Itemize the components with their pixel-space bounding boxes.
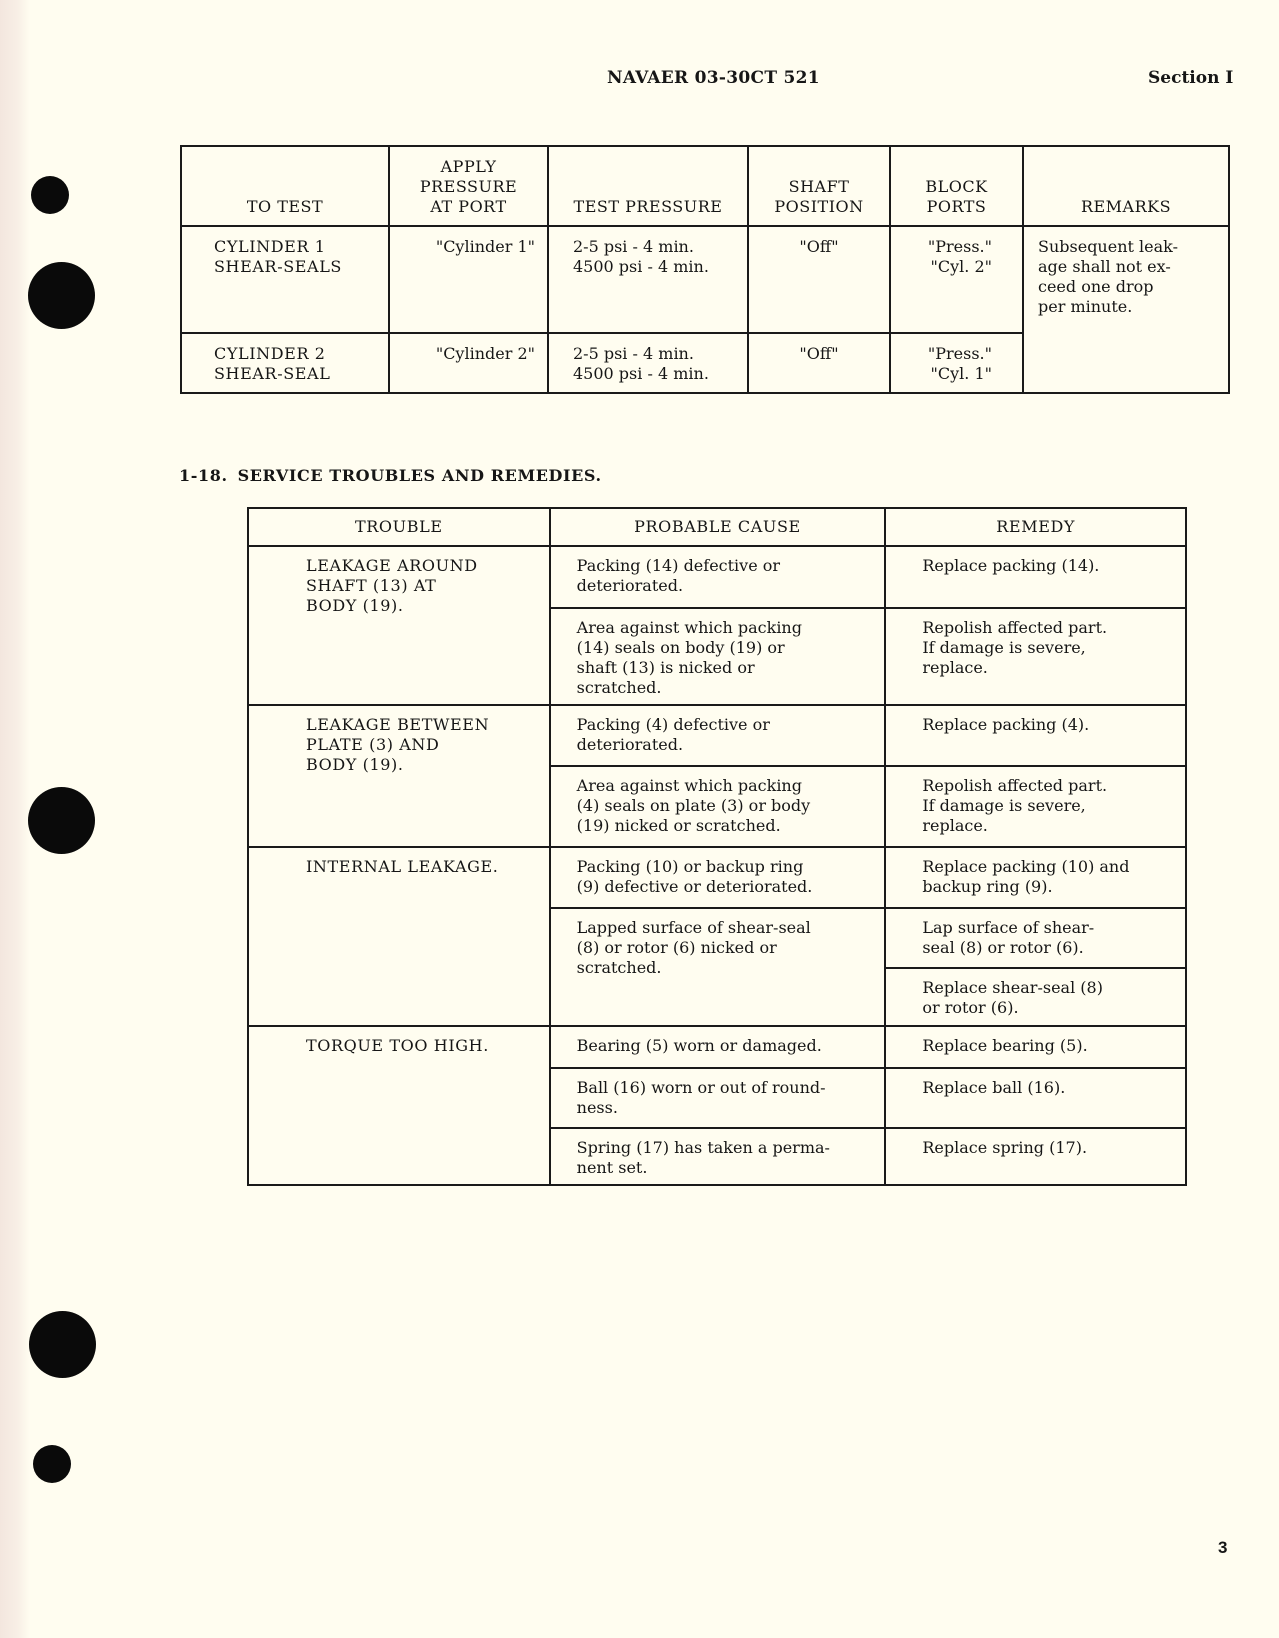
cause-line: (4) seals on plate (3) or body [576,796,811,815]
block-port-line: "Cyl. 2" [930,257,992,276]
test-table-header-row [181,146,1229,226]
cause-line: deteriorated. [576,576,684,595]
block-port-line: "Cyl. 1" [930,364,992,383]
remedy-line: backup ring (9). [922,877,1053,896]
remedy-line: Replace bearing (5). [922,1036,1088,1055]
table-row [248,847,1186,908]
to-test-line: CYLINDER 1 [214,237,326,256]
remarks-line: age shall not ex- [1038,257,1171,276]
table-row [248,1026,1186,1068]
cause-line: scratched. [576,678,662,697]
test-pressure-line: 2-5 psi - 4 min. [573,237,694,256]
section-title: SERVICE TROUBLES AND REMEDIES. [237,466,602,485]
table-row [181,226,1229,333]
cause-cell [550,847,886,908]
column-header-remedy: REMEDY [885,508,1186,546]
remedy-cell [885,968,1186,1026]
test-table [180,145,1230,394]
cause-line: scratched. [576,958,662,977]
column-header-remarks: REMARKS [1023,146,1229,226]
trouble-line: TORQUE TOO HIGH. [306,1036,489,1055]
remedy-cell [885,847,1186,908]
document-number: NAVAER 03-30CT 521 [607,68,820,88]
test-pressure-line: 4500 psi - 4 min. [573,257,709,276]
test-pressure-line: 2-5 psi - 4 min. [573,344,694,363]
remedy-line: If damage is severe, [922,638,1086,657]
cause-line: Area against which packing [576,618,802,637]
remarks-line: per minute. [1038,297,1133,316]
table-row [248,546,1186,608]
column-header-test-pressure: TEST PRESSURE [548,146,748,226]
trouble-line: BODY (19). [306,596,404,615]
block-ports-cell [890,333,1023,393]
trouble-line: INTERNAL LEAKAGE. [306,857,499,876]
remedy-line: Replace spring (17). [922,1138,1088,1157]
to-test-line: SHEAR-SEAL [214,364,331,383]
block-port-line: "Press." [927,344,992,363]
to-test-cell [181,333,389,393]
trouble-line: BODY (19). [306,755,404,774]
troubles-table [247,507,1187,1186]
apply-pressure-cell: "Cylinder 2" [389,333,548,393]
remedy-line: Replace packing (10) and [922,857,1130,876]
remedy-line: Replace packing (4). [922,715,1090,734]
cause-line: (9) defective or deteriorated. [576,877,813,896]
remedy-cell [885,705,1186,766]
apply-pressure-cell: "Cylinder 1" [389,226,548,333]
section-heading [179,466,602,485]
column-header-trouble: TROUBLE [248,508,550,546]
trouble-line: LEAKAGE AROUND [306,556,478,575]
cause-cell [550,908,886,1026]
test-pressure-cell [548,226,748,333]
binder-hole-large-top [28,262,95,329]
remedy-line: Replace ball (16). [922,1078,1066,1097]
cause-line: (19) nicked or scratched. [576,816,781,835]
page-number: 3 [1218,1538,1228,1557]
cause-line: Lapped surface of shear-seal [576,918,811,937]
troubles-header-row [248,508,1186,546]
column-header-to-test: TO TEST [181,146,389,226]
remedy-cell [885,1026,1186,1068]
binder-hole-large-middle [28,787,95,854]
remedy-line: replace. [922,658,988,677]
table-row [248,705,1186,766]
remedy-line: Repolish affected part. [922,618,1108,637]
section-number: 1-18. [179,466,228,485]
to-test-line: SHEAR-SEALS [214,257,342,276]
to-test-cell [181,226,389,333]
remedy-line: replace. [922,816,988,835]
trouble-line: LEAKAGE BETWEEN [306,715,490,734]
cause-line: (14) seals on body (19) or [576,638,785,657]
shaft-position-cell: "Off" [748,226,890,333]
cause-line: Area against which packing [576,776,802,795]
section-label: Section I [1148,68,1234,88]
apply-pressure-header-text: APPLY PRESSURE AT PORT [419,157,518,216]
remedy-cell [885,908,1186,968]
trouble-cell [248,705,550,847]
remedy-cell [885,546,1186,608]
remedy-cell [885,608,1186,705]
test-pressure-cell [548,333,748,393]
cause-cell [550,1068,886,1128]
column-header-probable-cause: PROBABLE CAUSE [550,508,886,546]
trouble-cell [248,1026,550,1185]
block-ports-header-text: BLOCK PORTS [925,177,988,216]
cause-line: (8) or rotor (6) nicked or [576,938,777,957]
cause-line: Packing (14) defective or [576,556,781,575]
cause-cell [550,608,886,705]
remedy-line: Replace shear-seal (8) [922,978,1103,997]
remedy-line: Lap surface of shear- [922,918,1095,937]
remedy-line: seal (8) or rotor (6). [922,938,1084,957]
remarks-cell [1023,226,1229,393]
remedy-cell [885,1128,1186,1185]
binder-hole-small-bottom [33,1445,71,1483]
trouble-cell [248,546,550,705]
trouble-line: SHAFT (13) AT [306,576,437,595]
remarks-line: ceed one drop [1038,277,1154,296]
cause-line: nent set. [576,1158,648,1177]
trouble-line: PLATE (3) AND [306,735,440,754]
cause-line: Ball (16) worn or out of round- [576,1078,826,1097]
column-header-shaft-position [748,146,890,226]
page-left-edge [0,0,30,1638]
cause-line: Spring (17) has taken a perma- [576,1138,830,1157]
binder-hole-large-bottom [29,1311,96,1378]
cause-line: Packing (4) defective or [576,715,770,734]
remedy-line: or rotor (6). [922,998,1019,1017]
cause-cell [550,766,886,847]
cause-line: ness. [576,1098,618,1117]
cause-line: shaft (13) is nicked or [576,658,755,677]
remedy-cell [885,1068,1186,1128]
to-test-line: CYLINDER 2 [214,344,326,363]
cause-line: Packing (10) or backup ring [576,857,804,876]
cause-cell [550,546,886,608]
remarks-line: Subsequent leak- [1038,237,1178,256]
remedy-line: If damage is severe, [922,796,1086,815]
block-ports-cell [890,226,1023,333]
cause-cell [550,705,886,766]
shaft-position-cell: "Off" [748,333,890,393]
block-port-line: "Press." [927,237,992,256]
remedy-cell [885,766,1186,847]
remedy-line: Replace packing (14). [922,556,1100,575]
remedy-line: Repolish affected part. [922,776,1108,795]
cause-line: Bearing (5) worn or damaged. [576,1036,822,1055]
test-pressure-line: 4500 psi - 4 min. [573,364,709,383]
shaft-position-header-text: SHAFT POSITION [774,177,864,216]
trouble-cell [248,847,550,1026]
cause-cell [550,1128,886,1185]
column-header-block-ports [890,146,1023,226]
cause-line: deteriorated. [576,735,684,754]
binder-hole-small-top [31,176,69,214]
column-header-apply-pressure [389,146,548,226]
cause-cell [550,1026,886,1068]
